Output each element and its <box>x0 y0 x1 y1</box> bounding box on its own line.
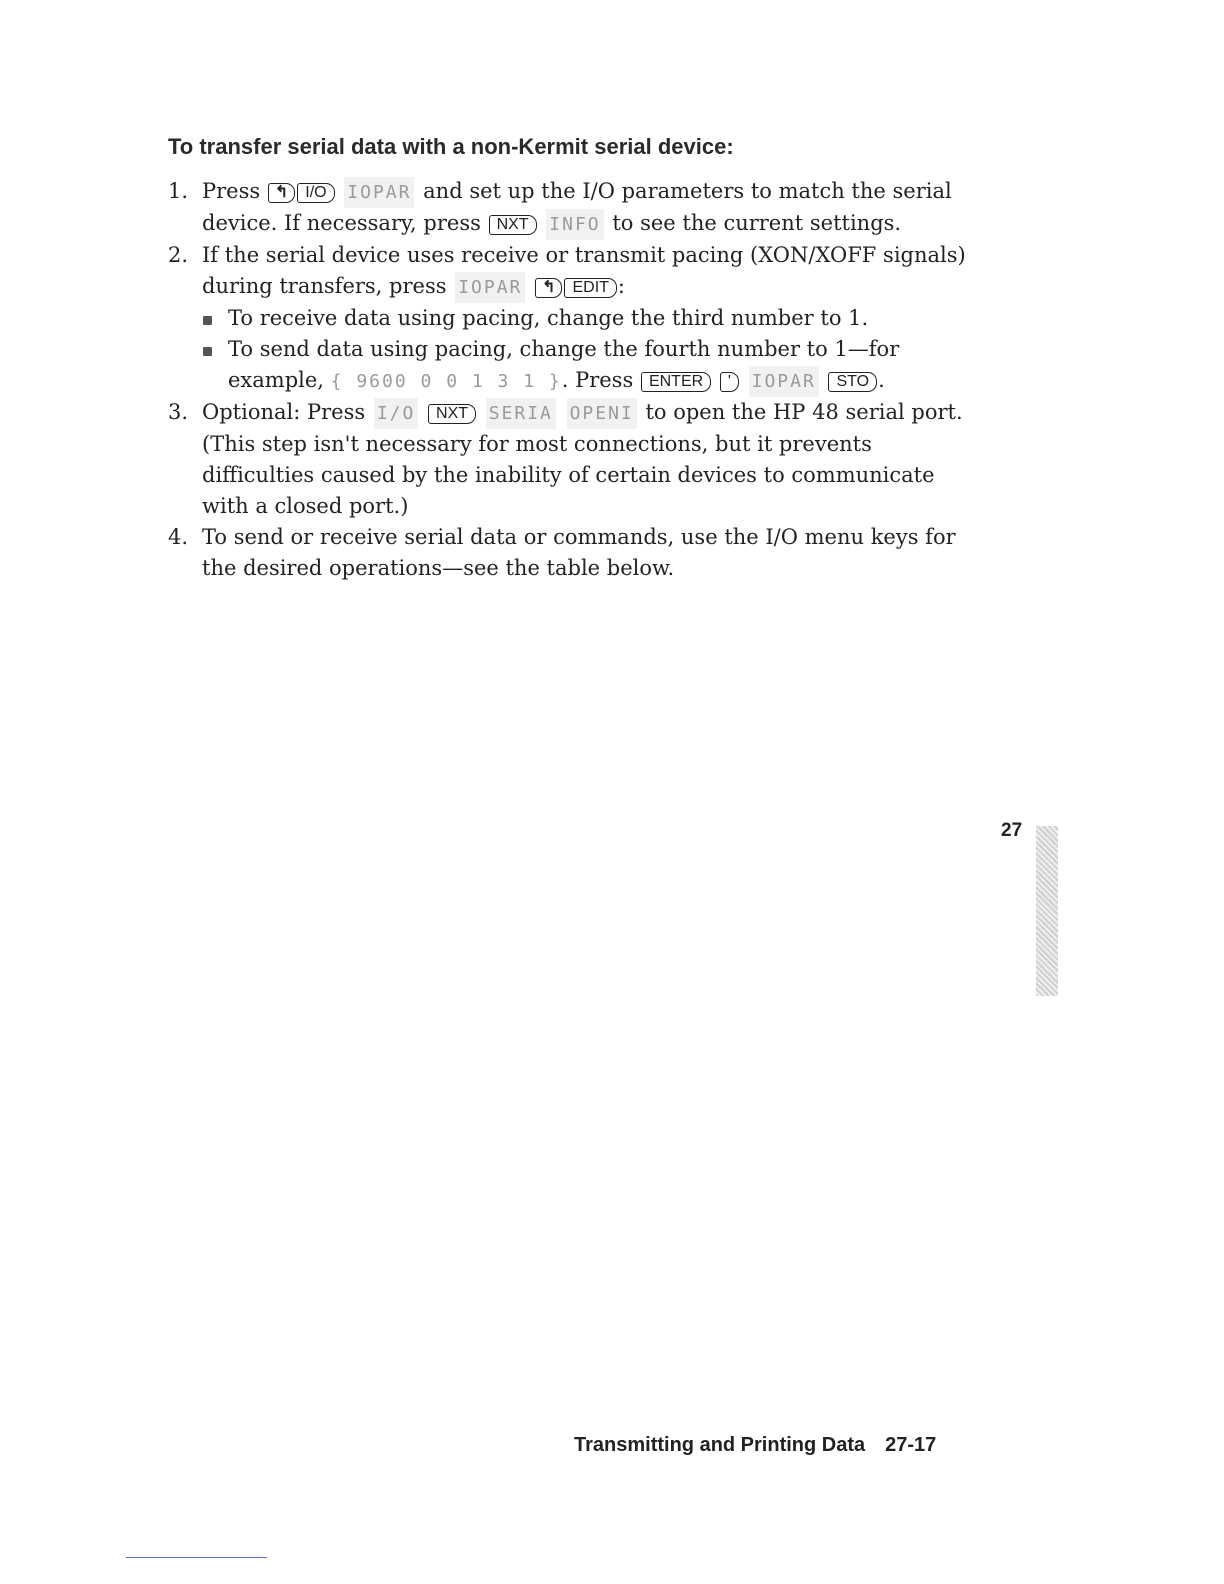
io-key: I/O <box>297 183 334 203</box>
seria-softkey: SERIA <box>486 398 556 429</box>
step-2 <box>168 240 968 397</box>
nxt-key: NXT <box>489 215 537 235</box>
iopar-softkey: IOPAR <box>455 272 525 303</box>
step-text: Optional: Press <box>202 400 366 424</box>
enter-key: ENTER <box>641 372 711 392</box>
example-list: { 9600 0 0 1 3 1 } <box>330 371 562 392</box>
step-3 <box>168 397 968 522</box>
steps-list <box>168 176 968 584</box>
left-shift-key: ↰ <box>535 278 562 298</box>
bottom-rule <box>126 1557 267 1558</box>
bullet-item <box>202 334 968 397</box>
step-4 <box>168 522 968 584</box>
step-text: and set up the I/O parameters to match the serial device. If necessary, press <box>202 179 952 235</box>
tick-key: ' <box>720 372 739 392</box>
step-text: Press <box>202 179 261 203</box>
step-text: to see the current settings. <box>612 211 902 235</box>
step-number: 1. <box>168 179 189 203</box>
chapter-tab-marker <box>1036 826 1058 996</box>
bullet-text: . Press <box>561 368 634 392</box>
page-number: 27-17 <box>885 1434 937 1456</box>
openi-softkey: OPENI <box>567 398 637 429</box>
chapter-tab-number: 27 <box>1001 820 1023 841</box>
info-softkey: INFO <box>546 209 603 240</box>
bullet-text: To send data using pacing, change the fourth number to 1—for example, <box>228 337 900 392</box>
step-number: 4. <box>168 525 189 549</box>
bullet-text: . <box>878 368 885 392</box>
iopar-softkey: IOPAR <box>749 366 819 397</box>
step-number: 2. <box>168 243 189 267</box>
step-text: : <box>617 274 625 298</box>
edit-key: EDIT <box>564 278 616 298</box>
io-menu-softkey: I/O <box>374 398 419 429</box>
iopar-softkey: IOPAR <box>344 177 414 208</box>
step-text: If the serial device uses receive or transmit pacing (XON/XOFF signals) during transfers, press <box>202 243 966 298</box>
step-1 <box>168 176 968 240</box>
bullet-text: To receive data using pacing, change the third number to 1. <box>228 306 869 330</box>
nxt-key: NXT <box>428 404 476 424</box>
step-text: to open the HP 48 serial port. (This step isn't necessary for most connections, but it prevents difficulties caused by the inability of certain devices to communicate with a closed port.) <box>202 400 963 518</box>
bullet-item <box>202 303 968 334</box>
step-text: To send or receive serial data or commands, use the I/O menu keys for the desired operations—see the table below. <box>202 525 956 580</box>
step-number: 3. <box>168 400 189 424</box>
sto-key: STO <box>828 372 877 392</box>
section-heading: To transfer serial data with a non-Kermit serial device: <box>168 134 734 159</box>
left-shift-key: ↰ <box>268 183 295 203</box>
footer-title: Transmitting and Printing Data <box>574 1434 866 1456</box>
page-footer <box>574 1434 936 1457</box>
